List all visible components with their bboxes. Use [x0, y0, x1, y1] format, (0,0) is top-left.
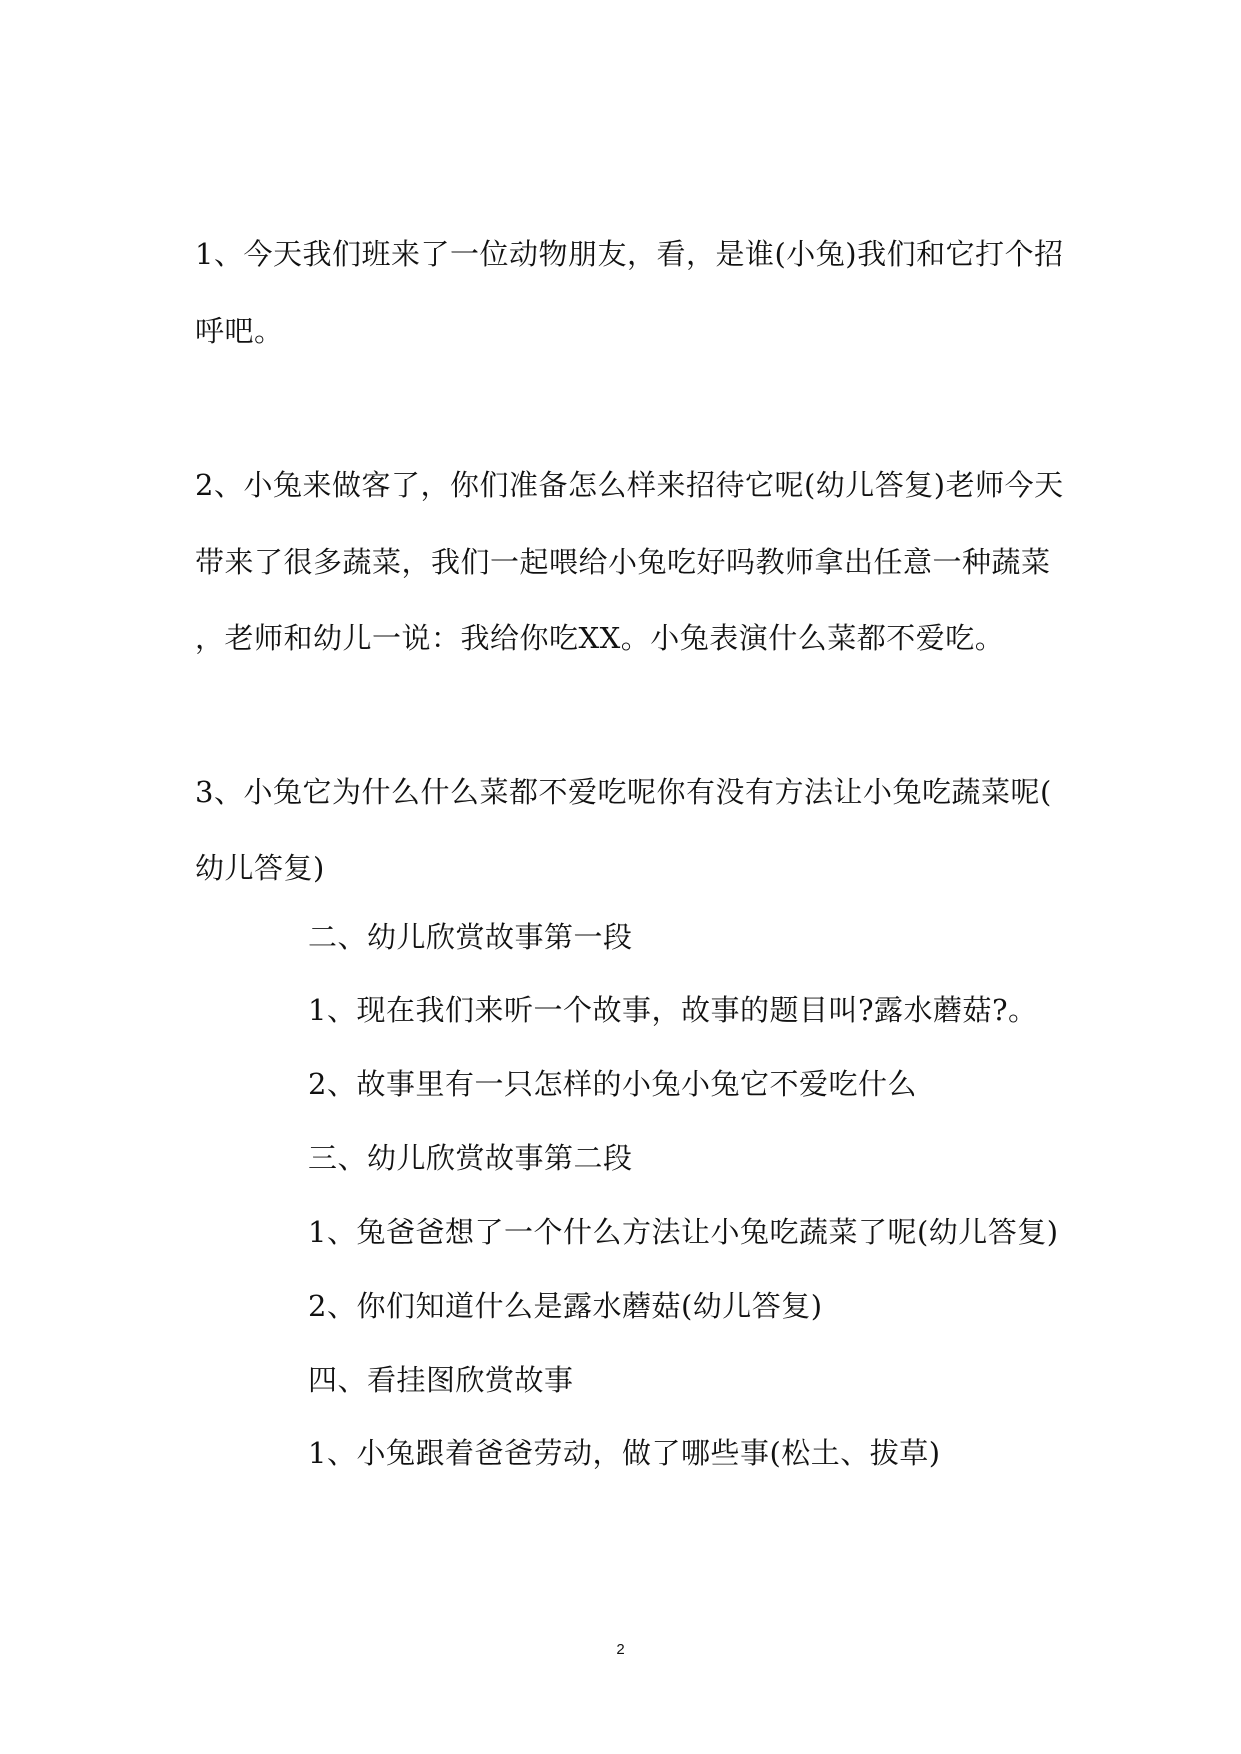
page-number: 2: [616, 1641, 625, 1658]
section-heading: 三、幼儿欣赏故事第二段: [308, 1141, 633, 1175]
text-line: 呼吧。: [195, 314, 284, 348]
text-line: 1、今天我们班来了一位动物朋友，看，是谁(小兔)我们和它打个招: [195, 237, 1064, 271]
text-line: 3、小兔它为什么什么菜都不爱吃呢你有没有方法让小兔吃蔬菜呢(: [195, 775, 1052, 809]
text-line: 带来了很多蔬菜，我们一起喂给小兔吃好吗教师拿出任意一种蔬菜: [195, 545, 1051, 579]
text-line: 2、小兔来做客了，你们准备怎么样来招待它呢(幼儿答复)老师今天: [195, 468, 1064, 502]
list-item: 2、你们知道什么是露水蘑菇(幼儿答复): [308, 1289, 823, 1323]
list-item: 1、小兔跟着爸爸劳动，做了哪些事(松土、拔草): [308, 1436, 941, 1470]
text-line: ，老师和幼儿一说：我给你吃XX。小兔表演什么菜都不爱吃。: [195, 621, 1005, 655]
list-item: 2、故事里有一只怎样的小兔小兔它不爱吃什么: [308, 1067, 917, 1101]
list-item: 1、现在我们来听一个故事，故事的题目叫?露水蘑菇?。: [308, 993, 1038, 1027]
section-heading: 二、幼儿欣赏故事第一段: [308, 920, 633, 954]
text-line: 幼儿答复): [195, 851, 325, 885]
list-item: 1、兔爸爸想了一个什么方法让小兔吃蔬菜了呢(幼儿答复): [308, 1215, 1059, 1249]
section-heading: 四、看挂图欣赏故事: [308, 1363, 574, 1397]
